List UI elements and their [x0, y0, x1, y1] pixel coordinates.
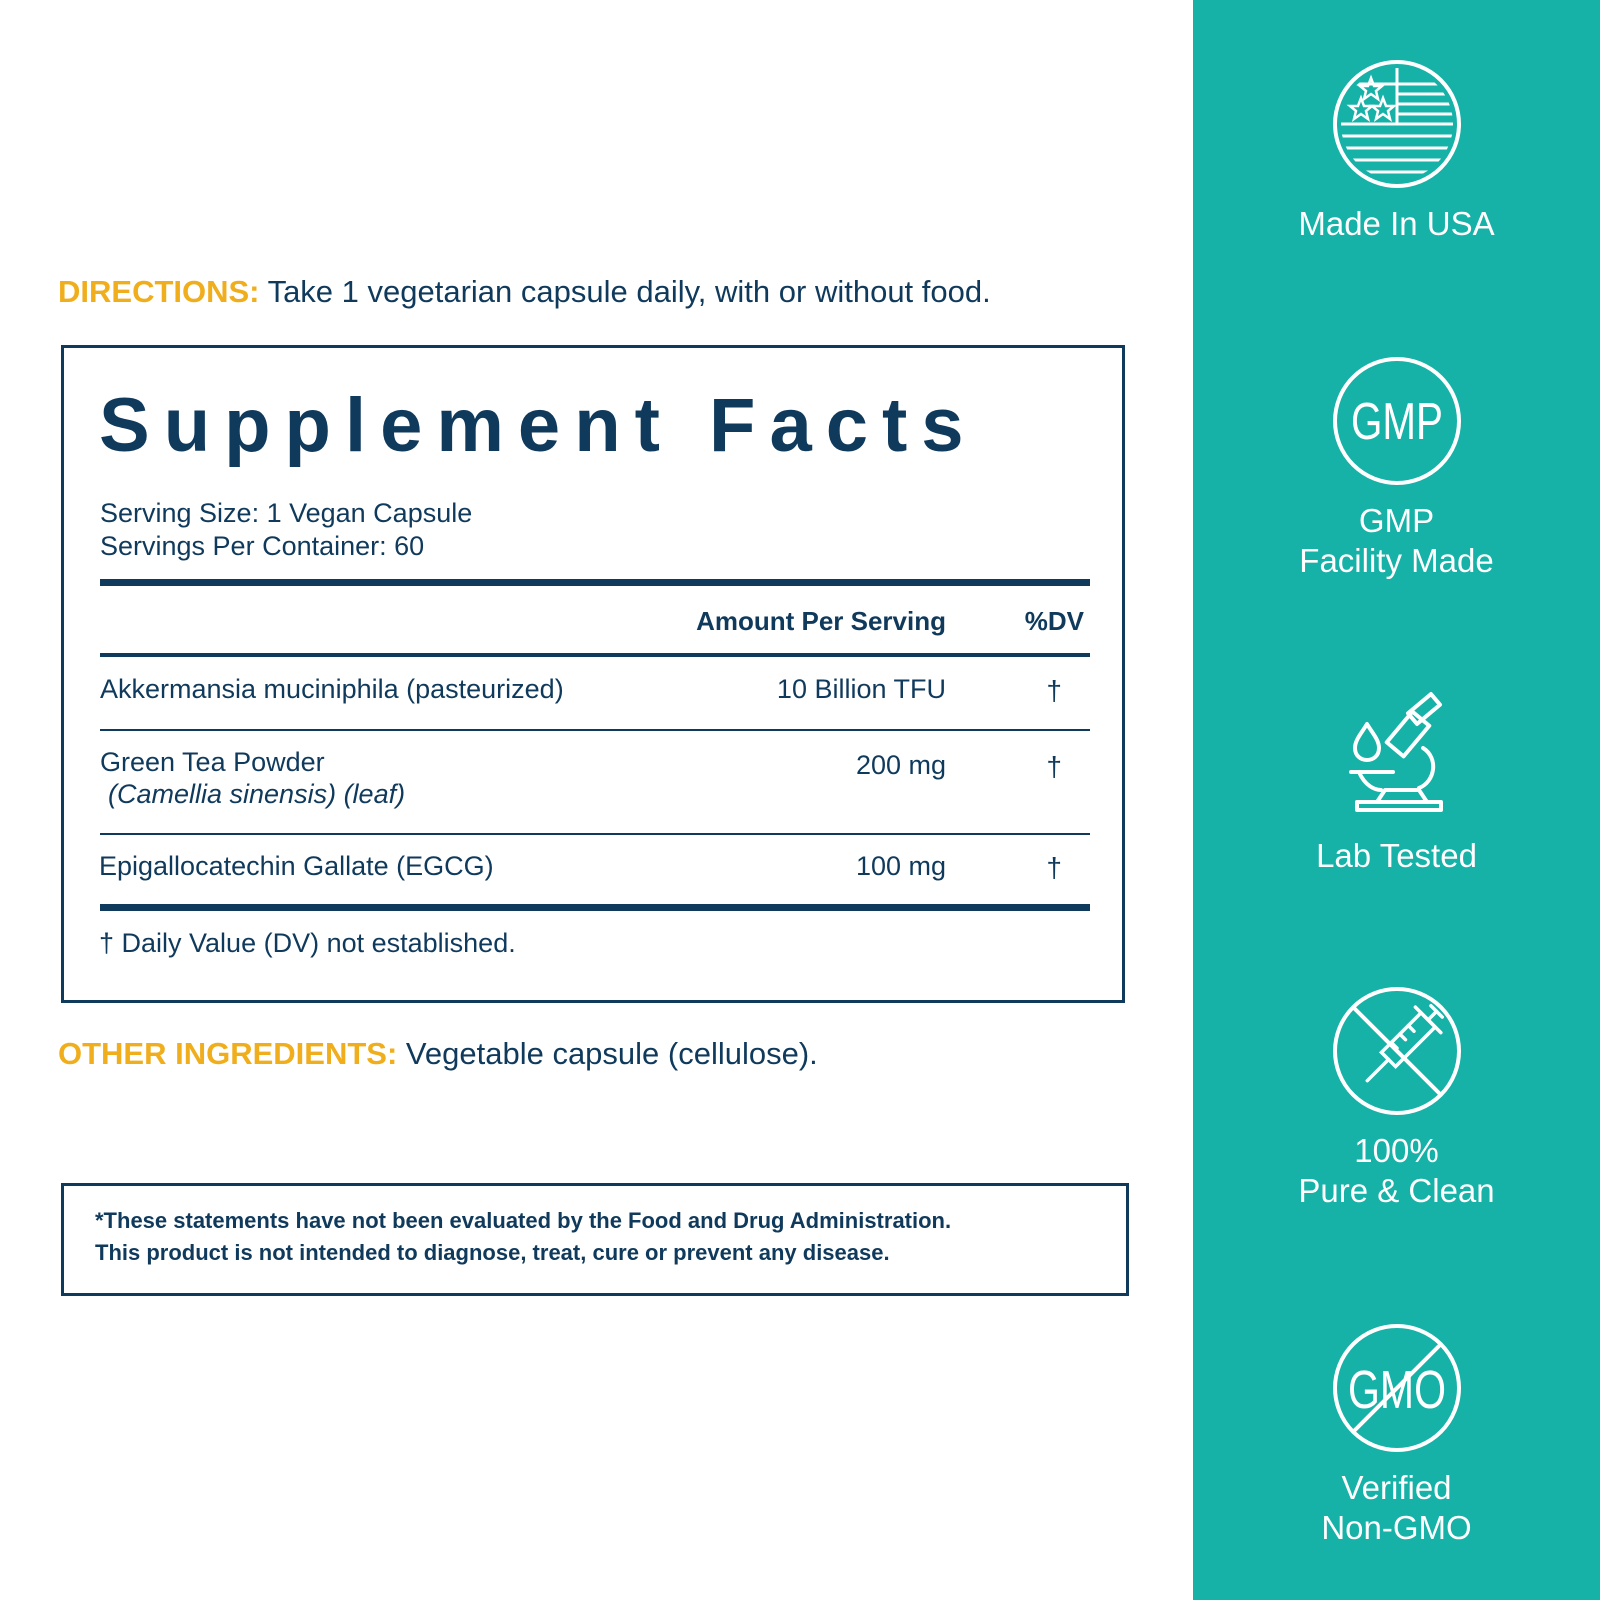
badge-label: Verified — [1341, 1469, 1452, 1506]
gmp-icon-text: GMP — [1350, 393, 1443, 451]
supplement-facts-title: Supplement Facts — [99, 383, 978, 468]
row-divider — [100, 729, 1090, 731]
gmo-icon-text: GMO — [1347, 1360, 1446, 1420]
badge-made-in-usa — [1193, 58, 1600, 244]
amount-per-serving-header: Amount Per Serving — [696, 606, 946, 636]
row-divider — [100, 833, 1090, 835]
badge-label: Lab Tested — [1316, 837, 1477, 874]
badge-panel — [1193, 0, 1600, 1600]
fda-disclaimer — [61, 1183, 1129, 1296]
nutrient-dv: † — [1046, 675, 1062, 706]
supplement-facts-panel — [61, 345, 1125, 1003]
directions — [58, 274, 991, 310]
badge-pure-clean — [1193, 985, 1600, 1211]
gmp-icon — [1331, 355, 1463, 487]
thick-divider — [100, 904, 1090, 911]
nutrient-dv: † — [1046, 852, 1062, 883]
dv-footnote: † Daily Value (DV) not established. — [99, 928, 516, 958]
no-syringe-icon — [1331, 985, 1463, 1117]
badge-non-gmo — [1193, 1322, 1600, 1548]
badge-gmp — [1193, 355, 1600, 581]
other-ingredients-key: OTHER INGREDIENTS: — [58, 1036, 398, 1071]
badge-label: Made In USA — [1298, 205, 1495, 242]
nutrient-source: (Camellia sinensis) (leaf) — [108, 779, 406, 809]
medium-divider — [100, 653, 1090, 657]
directions-text: Take 1 vegetarian capsule daily, with or without food. — [267, 274, 991, 309]
nutrient-dv: † — [1046, 751, 1062, 782]
badge-label: Pure & Clean — [1298, 1172, 1495, 1209]
nutrient-name: Green Tea Powder — [100, 747, 325, 777]
badge-label: GMP — [1358, 502, 1435, 539]
badge-label: Non-GMO — [1321, 1509, 1472, 1546]
usa-flag-icon — [1331, 58, 1463, 190]
nutrient-name: Epigallocatechin Gallate (EGCG) — [99, 851, 494, 881]
other-ingredients-text: Vegetable capsule (cellulose). — [405, 1036, 818, 1071]
disclaimer-line: This product is not intended to diagnose, treat, cure or prevent any disease. — [95, 1240, 890, 1265]
nutrient-amount: 200 mg — [855, 750, 946, 780]
badge-label: 100% — [1354, 1132, 1439, 1169]
badge-label: Facility Made — [1299, 542, 1494, 579]
microscope-icon — [1331, 690, 1463, 822]
nutrient-amount: 100 mg — [855, 851, 946, 881]
nutrient-amount: 10 Billion TFU — [776, 674, 946, 704]
serving-size: Serving Size: 1 Vegan Capsule — [100, 498, 473, 528]
servings-per-container: Servings Per Container: 60 — [100, 531, 425, 561]
directions-key: DIRECTIONS: — [58, 274, 260, 309]
thick-divider — [100, 579, 1090, 586]
nutrient-name: Akkermansia muciniphila (pasteurized) — [100, 674, 564, 704]
other-ingredients — [58, 1036, 818, 1072]
badge-lab-tested — [1193, 690, 1600, 876]
dv-header: %DV — [1024, 606, 1084, 636]
no-gmo-icon — [1331, 1322, 1463, 1454]
disclaimer-line: *These statements have not been evaluated by the Food and Drug Administration. — [95, 1208, 952, 1233]
